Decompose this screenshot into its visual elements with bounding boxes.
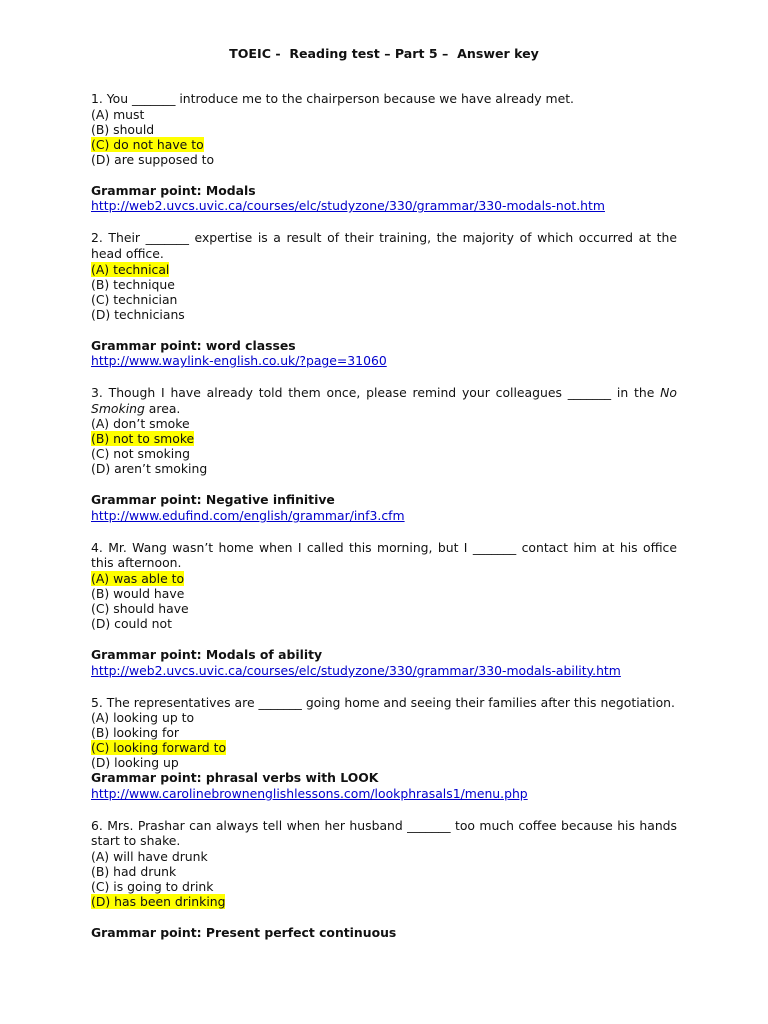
reference-link[interactable]: http://web2.uvcs.uvic.ca/courses/elc/studyzone/330/grammar/330-modals-ability.htm bbox=[91, 662, 621, 678]
option-a-correct: (A) was able to bbox=[91, 571, 185, 587]
option-b: (B) technique bbox=[91, 276, 175, 292]
reference-link[interactable]: http://web2.uvcs.uvic.ca/courses/elc/studyzone/330/grammar/330-modals-not.htm bbox=[91, 198, 605, 214]
option-d: (D) technicians bbox=[91, 306, 185, 322]
option-d: (D) looking up bbox=[91, 755, 179, 771]
reference-link[interactable]: http://www.waylink-english.co.uk/?page=31060 bbox=[91, 353, 387, 369]
question-stem: 4. Mr. Wang wasn’t home when I called this morning, but I _______ contact him at his office this afternoon. bbox=[91, 539, 677, 571]
question-stem: 2. Their _______ expertise is a result of their training, the majority of which occurred at the head office. bbox=[91, 230, 677, 261]
question-4 bbox=[91, 540, 677, 679]
option-b: (B) should bbox=[91, 121, 155, 137]
grammar-point: Grammar point: Negative infinitive bbox=[91, 492, 335, 508]
option-c-correct: (C) looking forward to bbox=[91, 740, 227, 756]
option-b: (B) had drunk bbox=[91, 864, 177, 880]
option-d-correct: (D) has been drinking bbox=[91, 894, 226, 910]
option-a: (A) must bbox=[91, 106, 145, 122]
reference-link[interactable]: http://www.edufind.com/english/grammar/inf3.cfm bbox=[91, 508, 405, 524]
option-d: (D) could not bbox=[91, 616, 172, 632]
question-stem: 5. The representatives are _______ going home and seeing their families after this negotiation. bbox=[91, 694, 675, 710]
grammar-point: Grammar point: Modals of ability bbox=[91, 647, 323, 663]
grammar-point: Grammar point: word classes bbox=[91, 337, 296, 353]
question-3 bbox=[91, 385, 677, 524]
option-c: (C) technician bbox=[91, 291, 178, 307]
option-a: (A) don’t smoke bbox=[91, 416, 190, 432]
option-c: (C) should have bbox=[91, 601, 189, 617]
grammar-point: Grammar point: phrasal verbs with LOOK bbox=[91, 770, 379, 786]
option-c: (C) not smoking bbox=[91, 446, 190, 462]
option-d: (D) are supposed to bbox=[91, 151, 215, 167]
question-2 bbox=[91, 230, 677, 369]
option-a: (A) looking up to bbox=[91, 710, 195, 726]
answer-key-page bbox=[91, 46, 677, 957]
reference-link[interactable]: http://www.carolinebrownenglishlessons.com/lookphrasals1/menu.php bbox=[91, 785, 528, 801]
question-stem: 1. You _______ introduce me to the chairperson because we have already met. bbox=[91, 91, 574, 106]
option-c: (C) is going to drink bbox=[91, 879, 214, 895]
option-a-correct: (A) technical bbox=[91, 261, 170, 277]
option-c-correct: (C) do not have to bbox=[91, 136, 204, 152]
grammar-point: Grammar point: Present perfect continuous bbox=[91, 925, 397, 941]
option-a: (A) will have drunk bbox=[91, 849, 208, 865]
option-b: (B) looking for bbox=[91, 725, 180, 741]
question-6 bbox=[91, 818, 677, 941]
question-1 bbox=[91, 91, 677, 214]
option-b: (B) would have bbox=[91, 586, 185, 602]
grammar-point: Grammar point: Modals bbox=[91, 182, 256, 198]
page-title: TOEIC - Reading test – Part 5 – Answer key bbox=[229, 46, 539, 61]
question-stem: 6. Mrs. Prashar can always tell when her husband _______ too much coffee because his hands start to shake. bbox=[91, 817, 677, 849]
option-b-correct: (B) not to smoke bbox=[91, 431, 195, 447]
no-smoking-italic: No Smoking bbox=[91, 384, 677, 416]
question-5 bbox=[91, 695, 677, 802]
question-stem: 3. Though I have already told them once, please remind your colleagues _______ in the No Smoking area. bbox=[91, 384, 677, 416]
option-d: (D) aren’t smoking bbox=[91, 461, 208, 477]
